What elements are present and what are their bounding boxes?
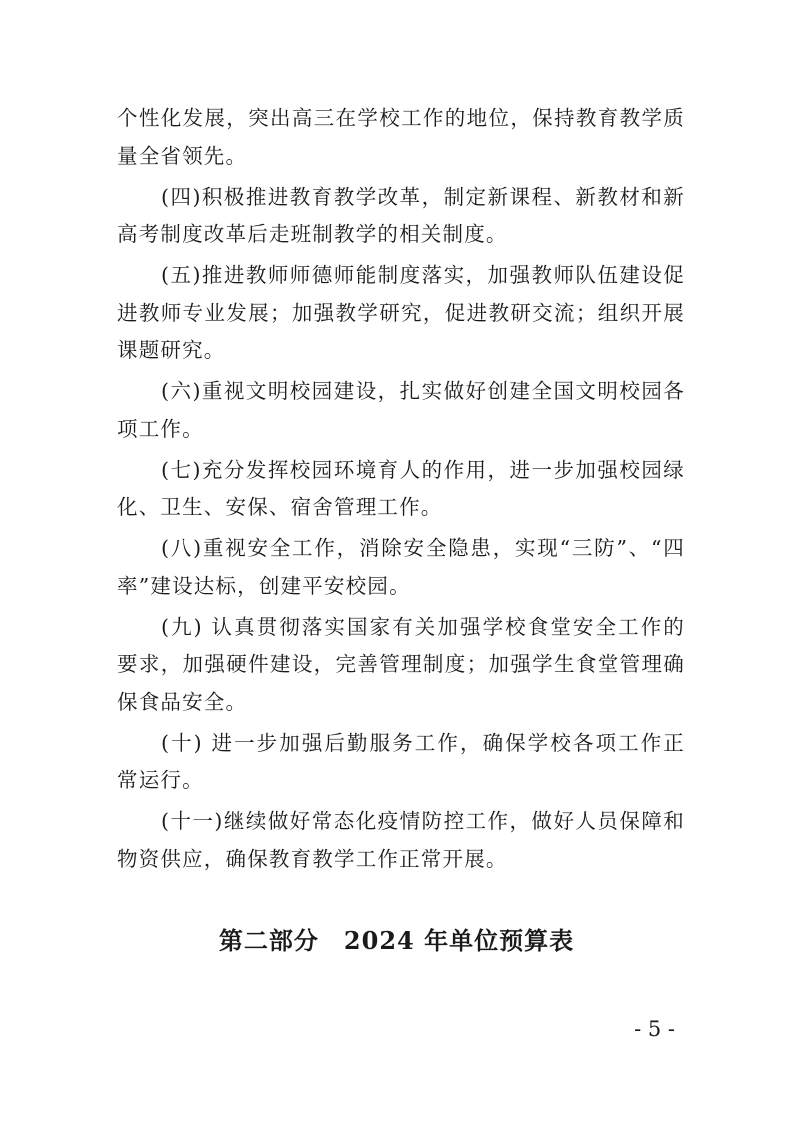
page-number: - 5 - [634, 1017, 675, 1041]
paragraph-item-9: (九) 认真贯彻落实国家有关加强学校食堂安全工作的要求，加强硬件建设，完善管理制度；加强学生食堂管理确保食品安全。 [117, 614, 685, 714]
body-text [117, 100, 685, 878]
paragraph-item-11: (十一)继续做好常态化疫情防控工作，做好人员保障和物资供应，确保教育教学工作正常开展。 [117, 809, 685, 871]
paragraph-item-10: (十) 进一步加强后勤服务工作，确保学校各项工作正常运行。 [117, 730, 685, 792]
paragraph-item-5: (五)推进教师师德师能制度落实，加强教师队伍建设促进教师专业发展；加强教学研究，促进教研交流；组织开展课题研究。 [117, 263, 685, 362]
section-title: 第二部分 2024 年单位预算表 [218, 926, 575, 955]
paragraph-item-8: (八)重视安全工作，消除安全隐患，实现“三防”、“四率”建设达标，创建平安校园。 [117, 536, 685, 598]
paragraph-item-4: (四)积极推进教育教学改革，制定新课程、新教材和新高考制度改革后走班制教学的相关制度。 [117, 184, 685, 246]
paragraph-item-6: (六)重视文明校园建设，扎实做好创建全国文明校园各项工作。 [117, 379, 685, 441]
paragraph-item-7: (七)充分发挥校园环境育人的作用，进一步加强校园绿化、卫生、安保、宿舍管理工作。 [117, 457, 685, 519]
paragraph-continuation: 个性化发展，突出高三在学校工作的地位，保持教育教学质量全省领先。 [117, 106, 685, 168]
